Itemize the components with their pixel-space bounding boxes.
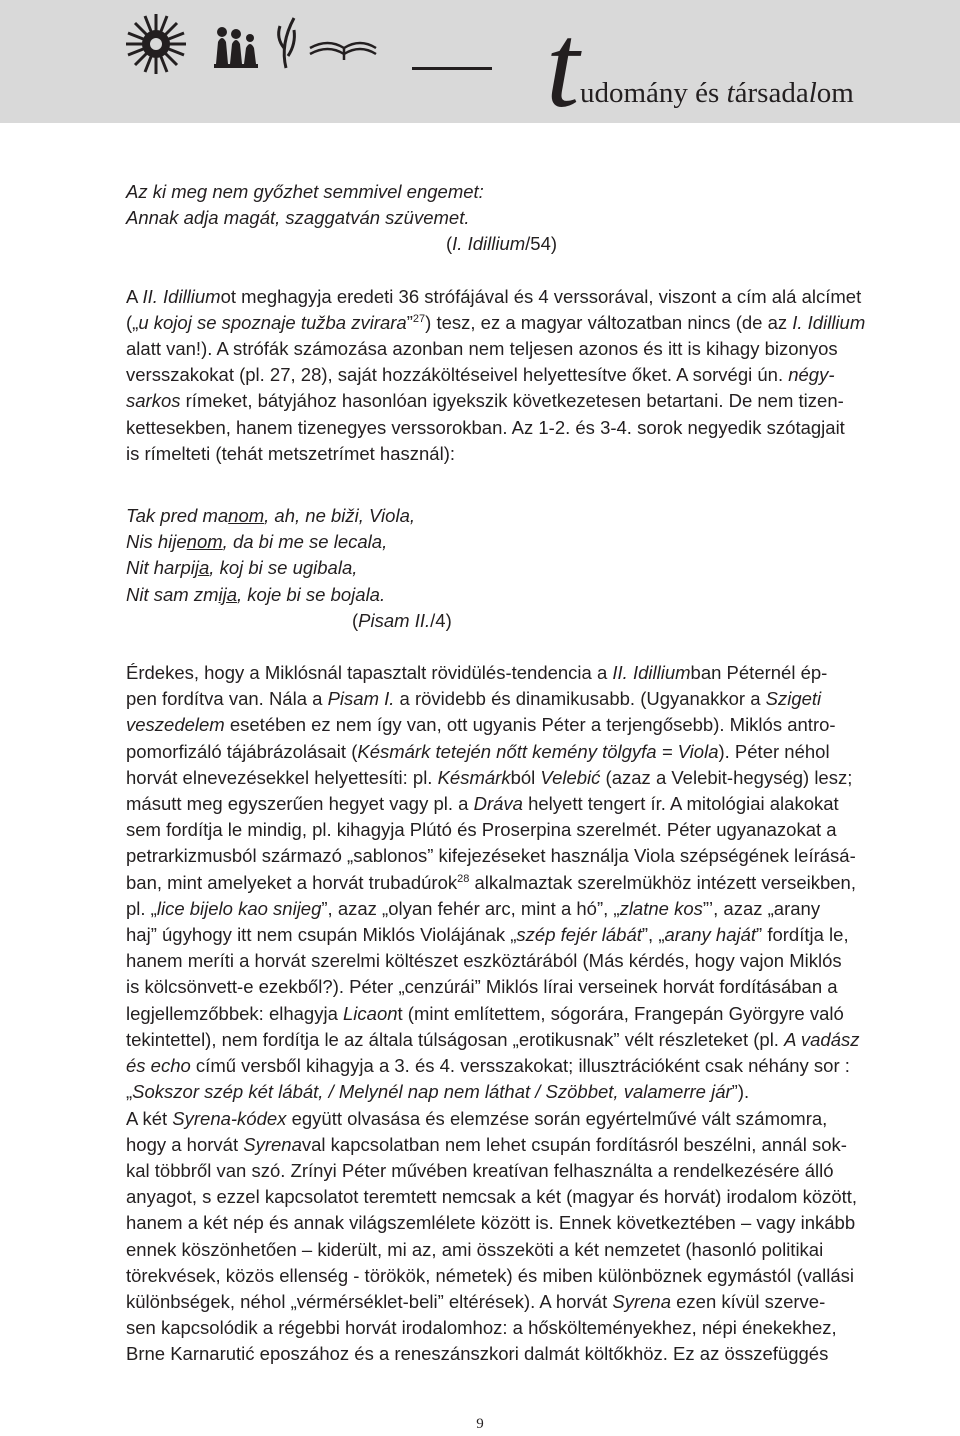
- sun-ornament-icon: [126, 14, 186, 74]
- ornament-icons: [118, 4, 378, 76]
- paragraph: A II. Idilliumot meghagyja eredeti 36 strófájával és 4 verssorával, viszont a cím alá alcímet („u kojoj se spoznaje tužba zvirara”$^{27}$) tesz, ez a magyar változatban nincs (de az I. Idillium alatt van!). A strófák számozása azonban nem teljesen azonos és itt is kihagy bizonyos versszakokat (pl. 27, 28), saját hozzáköltéseivel helyettesítve őket. A sorvégi ún. négy- sarkos rímeket, bátyjához hasonlóan igyekszik következetesen betartani. De nem tizen- kettesekben, hanem tizenegyes verssorokban. Az 1-2. és 3-4. sorok negyedik szótagjait is rímelteti (tehát metszetrímet használ):: [126, 285, 866, 464]
- verse-reference: (I. Idillium/54): [446, 233, 558, 255]
- verse-line: Annak adja magát, szaggatván szüvemet.: [126, 207, 470, 229]
- article-body: [126, 179, 956, 1368]
- verse-line: Nit sam zmija, koje bi se bojala.: [126, 583, 386, 605]
- page-number: 9: [476, 1416, 484, 1432]
- verse-line: Nis hijenom, da bi me se lecala,: [126, 531, 388, 553]
- journal-title: udomány és társadalom: [580, 77, 854, 109]
- verse-line: Tak pred manom, ah, ne biži, Viola,: [126, 505, 415, 527]
- feather-ornament-icon: [279, 18, 295, 68]
- paragraph: Érdekes, hogy a Miklósnál tapasztalt rövidülés-tendencia a II. Idilliumban Péternél ép- pen fordítva van. Nála a Pisam I. a rövidebb és dinamikusabb. (Ugyanakkor a Szigeti veszedelem esetében ez nem így van, ott ugyanis Péter a terjengősebb). Miklós antro- pomorfizáló tájábrázolásait (Késmárk tetején nőtt kemény tölgyfa = Viola). Péter néhol horvát elnevezésekkel helyettesíti: pl. Késmárkból Velebić (azaz a Velebit-hegység) lesz; másutt meg egyszerűen hegyet vagy pl. a Dráva helyett tengert ír. A mitológiai alakokat sem fordítja le mindig, pl. kihagyja Plútó és Proserpina szerelmét. Péter ugyanazokat a petrarkizmusból származó „sablonos” kifejezéseket használja Viola szépségének leírásá- ban, mint amelyeket a horvát trubadúrok$^{28}$ alkalmaztak szerelmükhöz intézett verseikben, pl. „lice bijelo kao snijeg”, azaz „olyan fehér arc, mint a hó”, „zlatne kos”’, azaz „arany haj” úgyhogy itt nem csupán Miklós Violájának „szép fejér lábát”, „arany haját” fordítja le, hanem meríti a horvát szerelmi költészet eszköztárából (Más kérdés, hogy vajon Miklós is kölcsönvett-e ezekből?). Péter „cenzúrái” Miklós lírai verseinek horvát fordításában a legjellemzőbbek: elhagyja Licaont (mint említettem, sógorára, Frangepán Györgyre való tekintettel), nem fordítja le az általa túlságosan „erotikusnak” vélt részleteket (pl. A vadász és echo című versből kihagyja a 3. és 4. versszakokat; illusztrációként csak néhány sor : „Sokszor szép két lábát, / Melynél nap nem láthat / Szöbbet, valamerre jár”). A két Syrena-kódex együtt olvasása és elemzése során egyértelművé vált számomra, hogy a horvát Syrenaval kapcsolatban nem lehet csupán fordításról beszélni, annál sok- kal többről van szó. Zrínyi Péter művében kreatívan felhasználta a rendelkezésére álló anyagot, s ezzel kapcsolatot teremtett nemcsak a két (magyar és horvát) irodalom között, hanem a két nép és annak világszemlélete között is. Ennek következtében – vagy inkább ennek köszönhetően – kiderült, mi az, ami összeköti a két nemzetet (hasonló politikai törekvések, közös ellenség - törökök, németek) és miben különböznek egymástól (vallási különbségek, néhol „vérmérséklet-beli” eltérések). A horvát Syrena ezen kívül szerve- sen kapcsolódik a régebbi horvát irodalomhoz: a hőskölteményekhez, népi énekekhez, Brne Karnarutić eposzához és a reneszánszkori dalmát költőkhöz. Ez az összefüggés: [126, 662, 860, 1365]
- verse-reference: (Pisam II./4): [352, 609, 452, 631]
- figures-ornament-icon: [214, 27, 258, 68]
- book-ornament-icon: [310, 43, 376, 60]
- verse-line: Az ki meg nem győzhet semmivel engemet:: [126, 181, 484, 202]
- verse-line: Nit harpija, koj bi se ugibala,: [126, 557, 358, 579]
- page-header: [0, 0, 960, 132]
- journal-initial: t: [546, 0, 580, 132]
- header-rule: [412, 67, 492, 70]
